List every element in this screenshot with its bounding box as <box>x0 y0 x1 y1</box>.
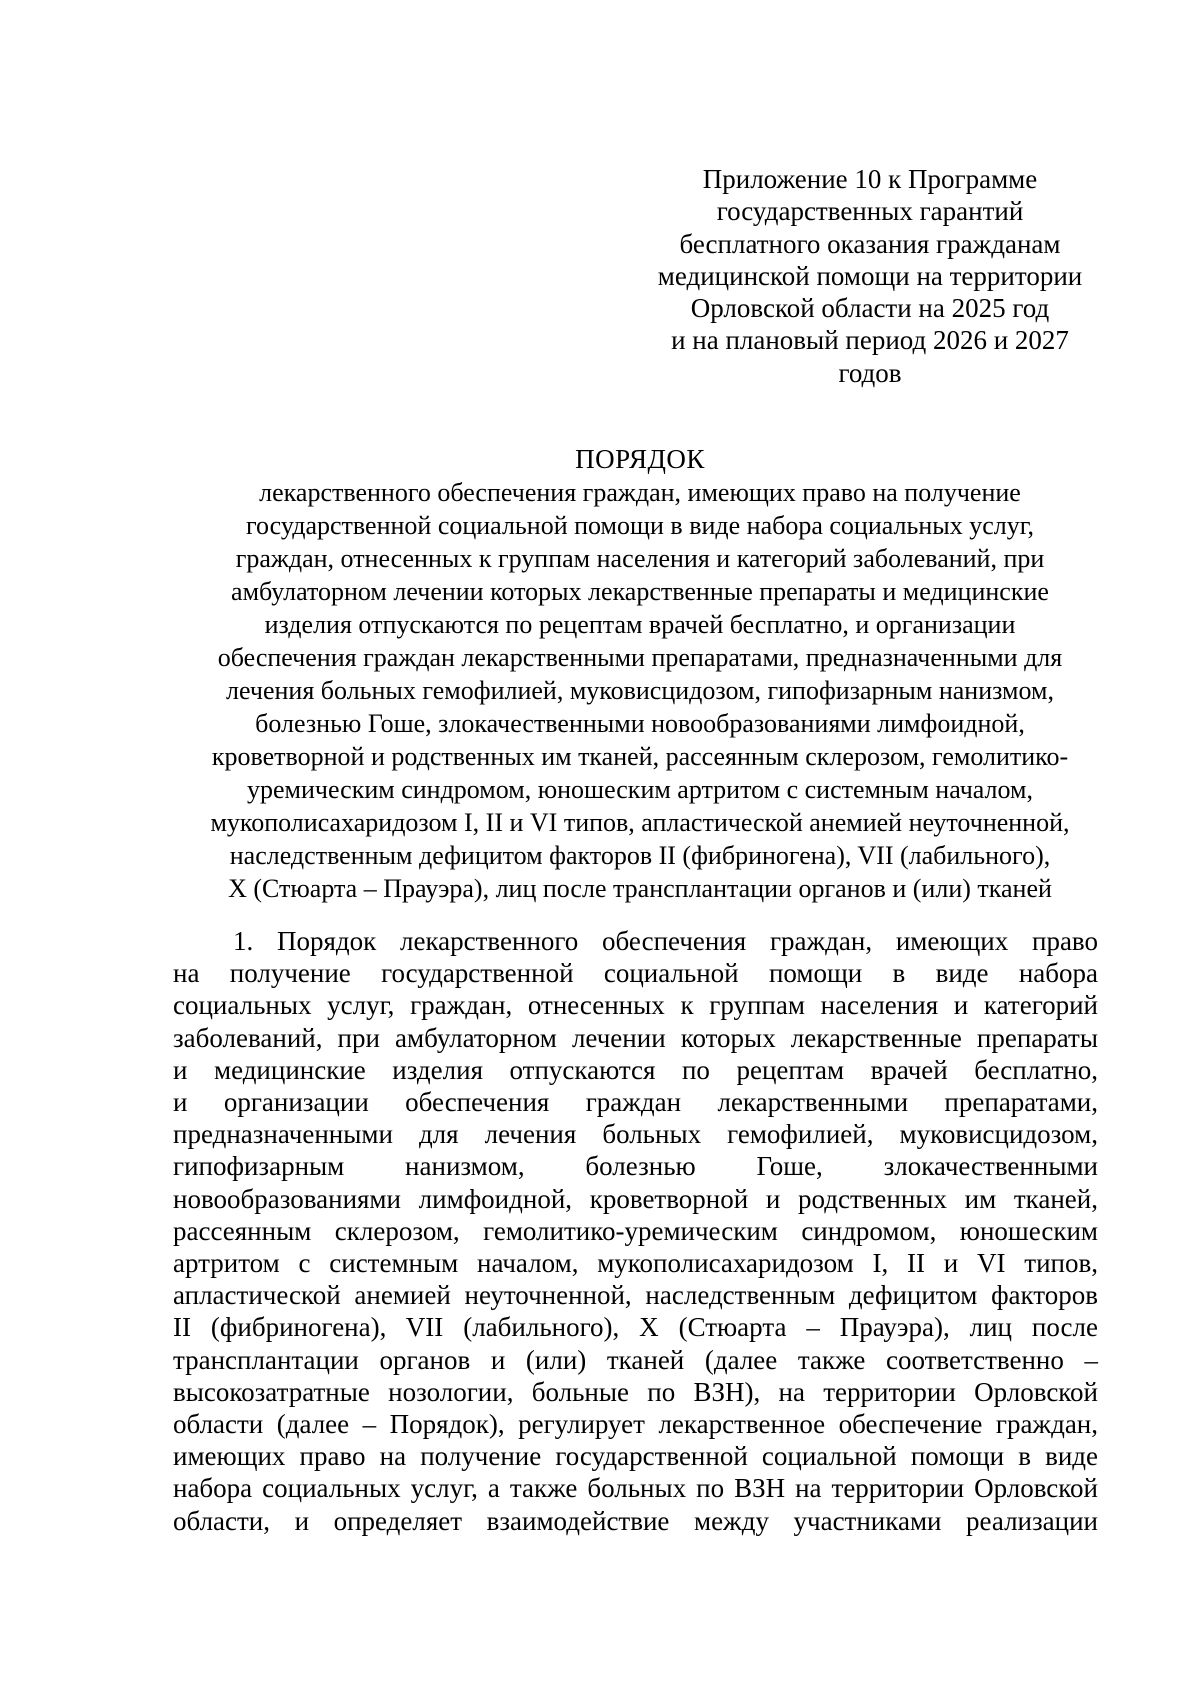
body-line: рассеянным склерозом, гемолитико-уремическим синдромом, юношеским <box>173 1215 1098 1246</box>
subtitle-line: амбулаторном лечении которых лекарственные препараты и медицинские <box>231 577 1049 606</box>
body-paragraph <box>173 925 1098 1537</box>
appendix-note-line: годов <box>838 357 902 388</box>
document-subtitle <box>165 476 1115 905</box>
appendix-note-line: Орловской области на 2025 год <box>690 293 1050 324</box>
document-title: ПОРЯДОК <box>575 444 705 474</box>
body-line: II (фибриногена), VII (лабильного), X (Стюарта – Прауэра), лиц после <box>173 1312 1098 1343</box>
body-line: новообразованиями лимфоидной, кроветворной и родственных им тканей, <box>173 1183 1098 1214</box>
subtitle-line: мукополисахаридозом I, II и VI типов, апластической анемией неуточненной, <box>210 808 1070 837</box>
subtitle-line: лечения больных гемофилией, муковисцидозом, гипофизарным нанизмом, <box>226 676 1054 705</box>
body-line: высокозатратные нозологии, больные по ВЗН), на территории Орловской <box>173 1376 1098 1407</box>
subtitle-line: обеспечения граждан лекарственными препаратами, предназначенными для <box>217 643 1063 672</box>
body-line: и медицинские изделия отпускаются по рецептам врачей бесплатно, <box>173 1054 1098 1085</box>
subtitle-line: изделия отпускаются по рецептам врачей бесплатно, и организации <box>264 610 1016 639</box>
body-line: 1. Порядок лекарственного обеспечения граждан, имеющих право <box>233 926 1098 956</box>
body-line: области (далее – Порядок), регулирует лекарственное обеспечение граждан, <box>173 1409 1098 1440</box>
body-line: артритом с системным началом, мукополисахаридозом I, II и VI типов, <box>173 1248 1098 1279</box>
subtitle-line: государственной социальной помощи в виде набора социальных услуг, <box>246 511 1034 540</box>
appendix-note-line: Приложение 10 к Программе <box>702 164 1038 194</box>
subtitle-line: кроветворной и родственных им тканей, рассеянным склерозом, гемолитико- <box>211 742 1069 771</box>
subtitle-line: наследственным дефицитом факторов II (фибриногена), VII (лабильного), <box>229 841 1051 870</box>
appendix-note-line: медицинской помощи на территории <box>657 260 1083 291</box>
subtitle-line: X (Стюарта – Прауэра), лиц после трансплантации органов и (или) тканей <box>228 874 1052 903</box>
appendix-note <box>640 163 1100 389</box>
body-line: заболеваний, при амбулаторном лечении которых лекарственные препараты <box>173 1022 1098 1053</box>
body-line: области, и определяет взаимодействие между участниками реализации <box>173 1505 1098 1536</box>
body-line: трансплантации органов и (или) тканей (далее также соответственно – <box>173 1344 1098 1375</box>
body-line: предназначенными для лечения больных гемофилией, муковисцидозом, <box>173 1119 1098 1150</box>
appendix-note-line: государственных гарантий <box>716 196 1024 227</box>
body-line: имеющих право на получение государственной социальной помощи в виде <box>173 1441 1098 1472</box>
body-line: социальных услуг, граждан, отнесенных к группам населения и категорий <box>173 990 1098 1021</box>
body-line: на получение государственной социальной помощи в виде набора <box>173 958 1098 989</box>
subtitle-line: уремическим синдромом, юношеским артритом с системным началом, <box>247 775 1033 804</box>
subtitle-line: лекарственного обеспечения граждан, имеющих право на получение <box>259 478 1021 507</box>
appendix-note-line: и на плановый период 2026 и 2027 <box>671 325 1069 356</box>
body-line: и организации обеспечения граждан лекарственными препаратами, <box>173 1087 1098 1118</box>
body-line: апластической анемией неуточненной, наследственным дефицитом факторов <box>173 1280 1098 1311</box>
body-line: набора социальных услуг, а также больных по ВЗН на территории Орловской <box>173 1473 1098 1504</box>
subtitle-line: граждан, отнесенных к группам населения и категорий заболеваний, при <box>235 544 1045 573</box>
body-line: гипофизарным нанизмом, болезнью Гоше, злокачественными <box>173 1151 1098 1182</box>
subtitle-line: болезнью Гоше, злокачественными новообразованиями лимфоидной, <box>255 709 1025 738</box>
appendix-note-line: бесплатного оказания гражданам <box>679 228 1061 259</box>
